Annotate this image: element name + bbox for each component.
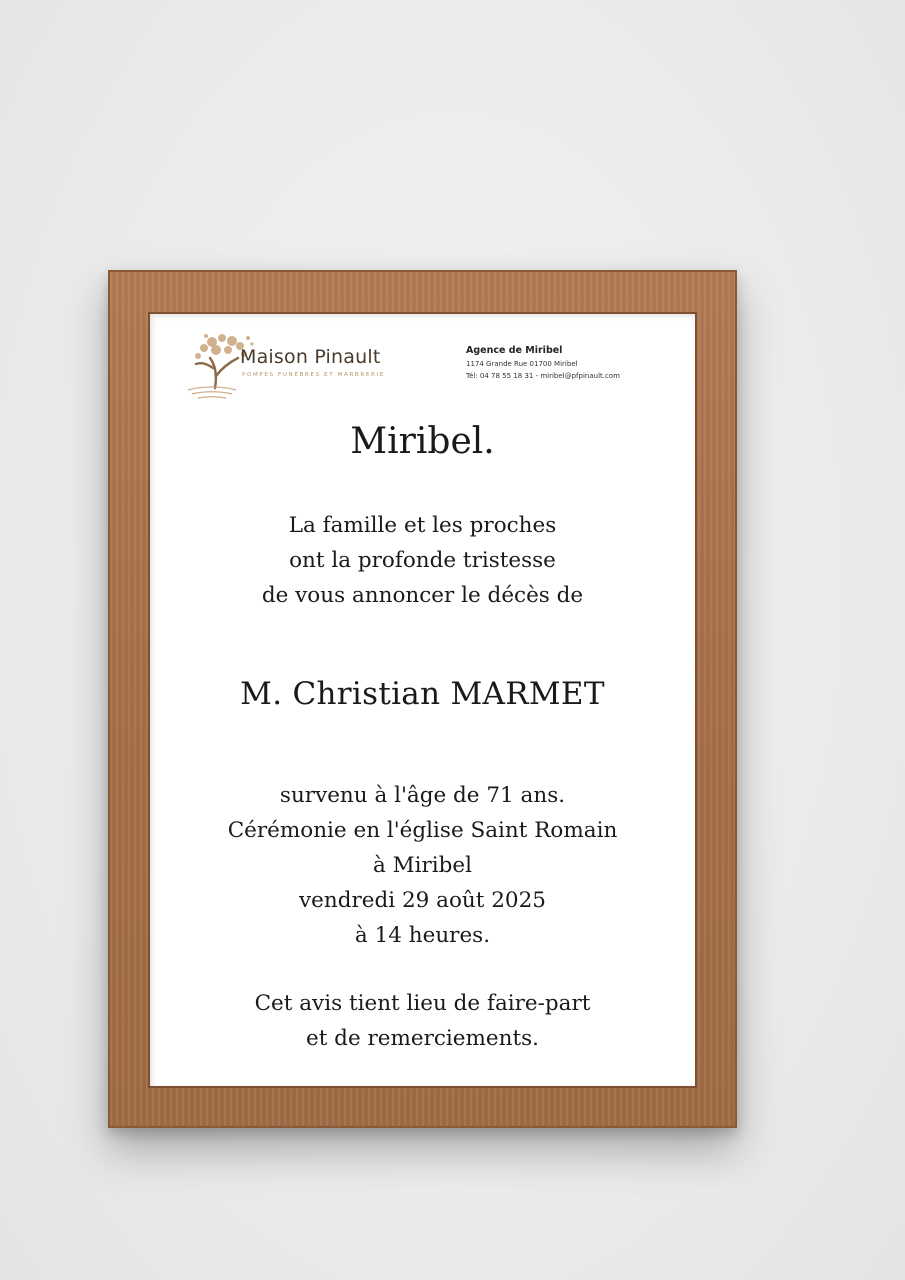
intro-line: ont la profonde tristesse xyxy=(289,548,556,573)
notice-intro xyxy=(150,508,695,613)
intro-line: La famille et les proches xyxy=(288,513,557,538)
detail-line: Cérémonie en l'église Saint Romain xyxy=(227,818,618,843)
agency-name: Agence de Miribel xyxy=(466,345,563,356)
logo-tagline: POMPES FUNÈBRES ET MARBRERIE xyxy=(242,372,385,378)
notice-town: Miribel. xyxy=(350,421,495,462)
detail-line: survenu à l'âge de 71 ans. xyxy=(279,783,566,808)
notice-details xyxy=(150,778,695,953)
notice-closing xyxy=(150,986,695,1056)
deceased-name: M. Christian MARMET xyxy=(240,676,605,712)
death-notice-paper xyxy=(150,314,695,1086)
agency-address: 1174 Grande Rue 01700 Miribel xyxy=(466,360,578,368)
letterhead xyxy=(182,328,662,402)
logo-name: Maison Pinault xyxy=(240,346,381,368)
closing-line: et de remerciements. xyxy=(305,1026,539,1051)
closing-line: Cet avis tient lieu de faire-part xyxy=(254,991,591,1016)
funeral-home-logo xyxy=(182,328,432,402)
detail-line: à Miribel xyxy=(372,853,473,878)
agency-contact: Tél: 04 78 55 18 31 - miribel@pfpinault.com xyxy=(466,372,620,380)
agency-info xyxy=(466,344,620,382)
intro-line: de vous annoncer le décès de xyxy=(261,583,584,608)
detail-line: vendredi 29 août 2025 xyxy=(299,888,546,913)
picture-frame xyxy=(108,270,737,1128)
detail-line: à 14 heures. xyxy=(354,923,491,948)
